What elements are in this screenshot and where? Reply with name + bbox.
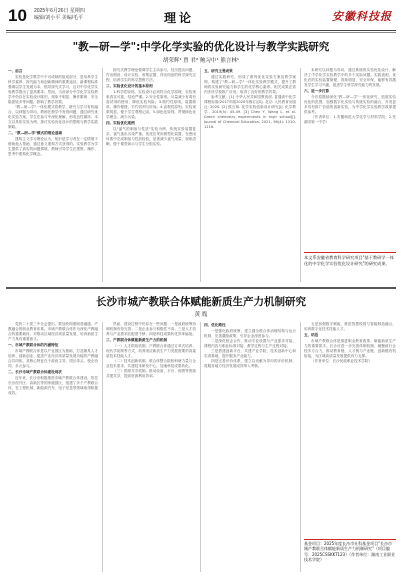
article1-column-4 bbox=[304, 68, 396, 248]
article1-title: "教—研—学":中学化学实验的优化设计与教学实践研究 bbox=[72, 41, 330, 53]
section-heading: 六、进一步打算 bbox=[304, 89, 330, 93]
section-title: 理论 bbox=[164, 11, 195, 25]
article2-fund-note: 基金项目：2025年度长沙市社科基金项目"长沙市城产教联合体赋能新质生产力机制研究"（项目编号：2025CSSKKT123）（作者单位：湖南工业职业技术学院） bbox=[304, 541, 396, 563]
column-divider bbox=[200, 322, 201, 572]
section-heading: 四、优化路径 bbox=[204, 323, 226, 327]
section-heading: 三、产教联合体赋能新质生产力的机制 bbox=[106, 338, 168, 342]
body-paragraph: 实验是化学教学中不可或缺的组成部分，是培养学生科学素养、探究能力和创新精神的重要途径。新课程标准强调以学生发展为本，倡导探究式学习，这对中学化学实验教学提出了更高要求。然而，当前部分中学化学实验教学中仍存在实验设计陈旧、现象不明显、操作繁琐、安全隐患较多等问题，影响了教学效果。 bbox=[8, 75, 98, 104]
body-paragraph: 然而，建设过程中仍存在一些问题：一是政府统筹协调机制有待完善；二是企业参与积极性不高；三是人才培养与产业需求匹配度不够；四是科技成果转化效率偏低。 bbox=[106, 322, 196, 336]
article-separator bbox=[6, 287, 396, 289]
article1-column-2 bbox=[106, 68, 196, 282]
body-paragraph: 党的二十届三中全会提出，要加快构建职普融通、产教融合的职业教育体系。市域产教联合体作为深化产教融合的重要载体，对推动区域经济高质量发展、培育新质生产力具有重要意义。 bbox=[8, 322, 98, 341]
section-heading: 五、研究主要成果 bbox=[204, 69, 233, 73]
section-heading: 一、市域产教联合体的内涵特征 bbox=[8, 343, 59, 347]
page-number: 10 bbox=[8, 6, 27, 25]
section-heading: 一、前言 bbox=[8, 69, 23, 73]
body-paragraph: （作者单位：长沙民政职业技术学院） bbox=[311, 359, 373, 363]
body-paragraph: （一）人才供给机制。产教联合体通过订单式培养、现代学徒制等方式，培养适应新质生产力发展需要的高素质技术技能人才。 bbox=[106, 344, 196, 358]
body-paragraph: 1.科学性原则。实验设计必须符合化学原理，实验现象真实可靠，结论严谨。2.安全性原则。尽量减少有毒有害试剂的使用，降低实验风险。3.简约性原则。装置简单，操作便捷，节约试剂与时间。4.直观性原则。实验现象明显，便于学生观察记录。5.绿色化原则。贯彻绿色化学理念，减少污染。 bbox=[106, 90, 196, 119]
article2-title: 长沙市城产教联合体赋能新质生产力机制研究 bbox=[96, 296, 306, 308]
section-heading: 二、长沙市域产教联合体建设现状 bbox=[8, 370, 62, 374]
article1-column-3 bbox=[204, 68, 296, 282]
article1-fund-note: 本文系安徽省教育科学研究项目"基于教研学一体化的中学化学实验优化设计研究"的研究成果。 bbox=[304, 255, 394, 266]
section-heading: 二、"教—研—学"模式的理论基础 bbox=[8, 131, 63, 135]
header-rule-thin bbox=[6, 32, 396, 33]
body-paragraph: 建构主义学习理论认为，知识是学习者在一定情境下借助他人帮助，通过意义建构方式获得的。实验教学为学生提供了真实的问题情境，教师引导学生在观察、操作、思考中建构化学概念。 bbox=[8, 137, 98, 156]
fund-rule bbox=[304, 252, 396, 253]
column-divider bbox=[300, 322, 301, 572]
body-paragraph: 市域产教联合体是推进职业教育改革、赋能新质生产力的重要抓手。长沙应进一步完善体制机制，凝聚政行企校多方合力，推动教育链、人才链与产业链、创新链有机衔接，为区域高质量发展提供有力支撑。 bbox=[304, 339, 396, 358]
article2-column-1 bbox=[8, 322, 98, 572]
body-paragraph: "教—研—学"一体化模式将教学、研究与学习有机融合，以问题为导向，教师在教学中发现问题，通过研究优化实验方案，学生在参与中深化理解，形成良性循环。本文以具体实验为例，探讨实验优化设计的思路与教学实践策略。 bbox=[8, 105, 98, 129]
body-paragraph: （二）技术创新机制。联合体整合院校科研力量与企业技术需求，共建技术研发中心，加速科技成果转化。 bbox=[106, 359, 196, 368]
page-header bbox=[6, 4, 396, 30]
article2-column-4 bbox=[304, 322, 396, 536]
section-heading: 四、实验优化案例 bbox=[106, 121, 135, 125]
header-info bbox=[34, 8, 85, 22]
date-line: 2025年6月26日 星期四 bbox=[34, 8, 85, 14]
column-divider bbox=[102, 68, 103, 282]
body-paragraph: 近年来，长沙市积极推进市域产教联合体建设，依托长沙经开区、高新区等国家级园区，组建了多个产教联合体，在工程机械、新能源汽车、电子信息等领域取得积极成效。 bbox=[8, 376, 98, 395]
header-rule bbox=[6, 30, 396, 31]
section-heading: 三、实验优化设计的基本原则 bbox=[106, 84, 153, 88]
editor-line: 编辑/刘小平 美编/毛平 bbox=[34, 15, 84, 21]
body-paragraph: 五是加强数字赋能，推进智慧校园与智能制造融合，培育数字化技术技能人才。 bbox=[304, 322, 396, 331]
body-paragraph: （三）资源共享机制。推动设备、平台、师资等资源共建共享，提高资源利用效率。 bbox=[106, 369, 196, 378]
body-paragraph: 一是强化政府统筹，建立健全联合体治理结构与运行机制，完善激励政策，引导企业深度参与。 bbox=[204, 329, 296, 338]
article1-authors: 胡荣辉¹ 曾 君² 鲍习中¹ 熊言林¹ bbox=[162, 58, 240, 64]
article2-column-3 bbox=[204, 322, 296, 572]
body-paragraph: （作者单位：1.安徽师范大学化学与材料学院；2.芜湖市第一中学） bbox=[304, 115, 396, 124]
article2-author: 黄 胤 bbox=[194, 312, 208, 318]
body-paragraph: 市域产教联合体是以产业园区为基础，打造兼具人才培养、创新创业、促进产业经济高质量发展功能的产教融合共同体。其核心特征在于政府主导、园区牵头、校企协同、多元参与。 bbox=[8, 349, 98, 368]
body-paragraph: 三是搭建创新平台，共建产业学院、技术创新中心和实训基地，提升服务产业能力。 bbox=[204, 349, 296, 358]
body-paragraph: 本研究以问题为导向，通过系统的实验优化设计，解决了中学化学实验教学中的多个实际问题。实践表明，优化后的实验装置简便、现象明显、安全环保，能够有效激发学生学习兴趣，促进学生科学探究能力的发展。 bbox=[304, 68, 396, 87]
body-paragraph: 以"氯气的制备与性质"实验为例，传统实验装置复杂，氯气逸出污染严重。优化后采用微型化装置，在密闭体系中完成制备与性质检验，显著减少氯气用量，现象清晰，便于课堂演示与学生分组实验。 bbox=[106, 127, 196, 146]
body-paragraph: 今后将继续深化"教—研—学"一体化研究，拓展实验优化的范围，加强数字化实验与传统实验的融合，开发更多具有推广价值的创新实验，为中学化学实验教学改革提供参考。 bbox=[304, 95, 396, 114]
section-heading: 五、结语 bbox=[304, 333, 319, 337]
fund-rule bbox=[304, 539, 396, 540]
body-paragraph: 四是完善评价体系，建立以贡献为导向的评价机制，将服务地方经济发展成效纳入考核。 bbox=[204, 359, 296, 368]
body-paragraph: 通过实践研究，形成了系列优化实验方案及教学案例，构建了"教—研—学"一体化实验教学模式，提升了教师的实验研究能力和学生的化学核心素养。相关成果在省内多所学校推广应用，取得了良好的教学效果。 bbox=[204, 75, 296, 94]
column-divider bbox=[200, 68, 201, 282]
body-paragraph: 二是深化校企合作，推动专业设置与产业需求对接、课程内容与职业标准对接、教学过程与生产过程对接。 bbox=[204, 339, 296, 348]
body-paragraph: 参考文献：[1] 中华人民共和国教育部. 普通高中化学课程标准(2017年版2020年修订)[S]. 北京: 人民教育出版社, 2020. [2] 熊言林. 化学实验创新设计研究[J]. 化学教学, 2019(5): 45-49. [3] Chen Y, Wang L, et al. Green chemistry experiments in high school[J]. Journal of Chemical Education, 2021, 98(4): 1210-1216. bbox=[204, 95, 296, 129]
body-paragraph: 探究式教学理论强调学生主动参与，经历提出问题、作出假设、设计实验、收集证据、得出结论的科学探究过程，培养学生的科学思维方法。 bbox=[106, 68, 196, 82]
column-divider bbox=[300, 68, 301, 282]
article1-column-1 bbox=[8, 68, 98, 282]
masthead-logo: 安徽科技报 bbox=[332, 10, 392, 23]
column-divider bbox=[102, 322, 103, 572]
article2-column-2 bbox=[106, 322, 196, 572]
